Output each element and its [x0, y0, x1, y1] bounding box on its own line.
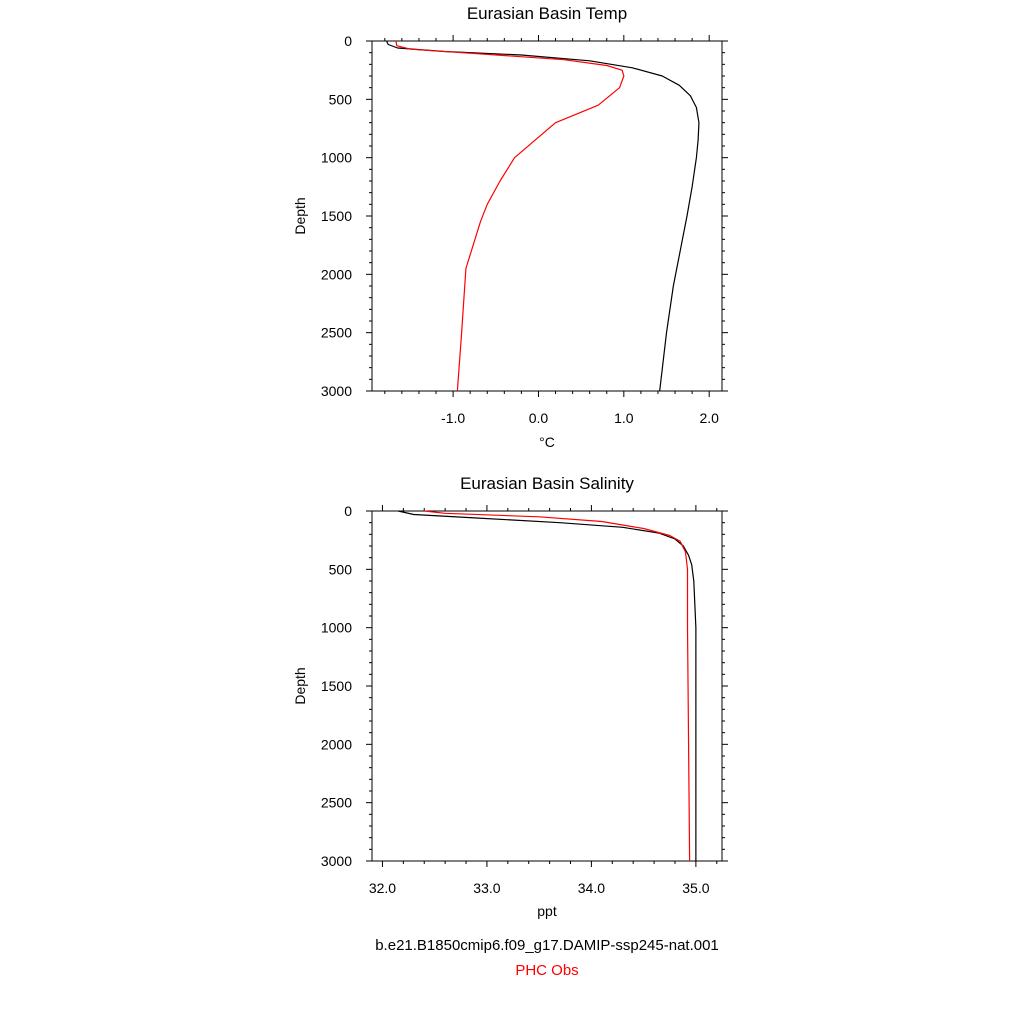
temp-xtick-label: 2.0 [699, 410, 719, 426]
salinity-chart-title: Eurasian Basin Salinity [460, 474, 634, 493]
salinity-xtick-label: 35.0 [682, 880, 710, 896]
salinity-model-line [398, 511, 696, 861]
salinity-xtick-label: 33.0 [473, 880, 501, 896]
salinity-plot-frame [372, 511, 722, 861]
salinity-obs-line [424, 511, 689, 861]
salinity-y-axis-label: Depth [292, 667, 308, 705]
temp-ytick-label: 500 [328, 91, 352, 108]
temp-xtick-label: 0.0 [528, 410, 549, 426]
salinity-ytick-label: 2000 [320, 736, 352, 753]
salinity-xtick-label: 32.0 [368, 880, 397, 896]
salinity-xtick-label: 34.0 [577, 880, 606, 896]
salinity-panel [292, 474, 728, 919]
temp-chart-title: Eurasian Basin Temp [466, 4, 628, 23]
salinity-ytick-label: 2500 [320, 794, 352, 811]
temp-ytick-label: 2500 [320, 324, 352, 341]
salinity-ytick-label: 1500 [320, 678, 352, 694]
legend-obs-label: PHC Obs [515, 962, 579, 979]
temp-ytick-label: 3000 [320, 383, 352, 399]
legend-model-label: b.e21.B1850cmip6.f09_g17.DAMIP-ssp245-nat.001 [375, 937, 719, 954]
temp-model-line [387, 41, 699, 391]
temp-panel [292, 4, 728, 450]
temp-xtick-label: -1.0 [441, 410, 466, 426]
salinity-ytick-label: 1000 [320, 619, 352, 636]
temp-ytick-label: 1000 [320, 149, 352, 166]
temp-plot-frame [372, 41, 722, 391]
salinity-ytick-label: 500 [328, 561, 352, 578]
temp-obs-line [396, 41, 624, 391]
salinity-x-axis-label: ppt [537, 903, 557, 919]
temp-xtick-label: 1.0 [614, 410, 634, 426]
salinity-ytick-label: 0 [344, 503, 352, 519]
temp-y-axis-label: Depth [292, 197, 308, 235]
temp-ytick-label: 0 [344, 33, 352, 49]
salinity-ytick-label: 3000 [320, 853, 352, 869]
temp-x-axis-label: °C [539, 434, 555, 450]
temp-ytick-label: 2000 [320, 266, 352, 283]
temp-ytick-label: 1500 [320, 208, 352, 224]
